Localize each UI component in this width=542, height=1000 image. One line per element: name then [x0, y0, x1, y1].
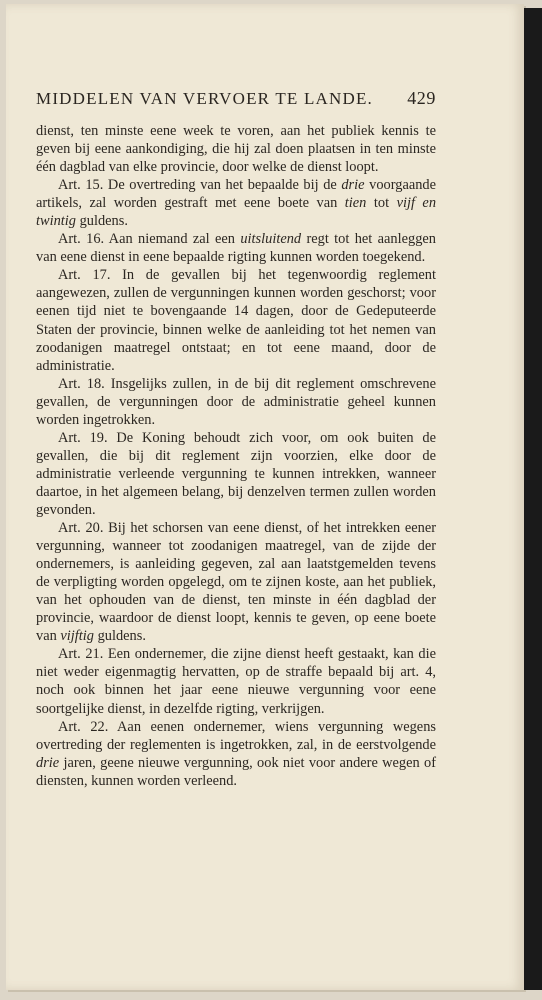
paragraph	[36, 718, 436, 790]
italic-run: uitsluitend	[240, 231, 302, 248]
text-run: Art. 22. Aan eenen ondernemer, wiens vergunning wegens overtreding der reglementen is ingetrokken, zal, in de eerstvolgende	[36, 718, 436, 753]
italic-run: drie	[341, 177, 365, 194]
paragraph	[36, 122, 436, 176]
page-number: 429	[407, 88, 436, 108]
running-header	[36, 88, 436, 109]
italic-run: vijf en twintig	[36, 195, 437, 230]
italic-run: tien	[344, 195, 367, 212]
text-run: Art. 16. Aan niemand zal een	[58, 231, 241, 248]
italic-run: vijftig	[60, 628, 94, 645]
page-body	[36, 122, 436, 790]
text-run: Art. 18. Insgelijks zullen, in de bij dit reglement omschrevene gevallen, de vergunningen door de administratie geheel kunnen worden ingetrokken.	[36, 375, 436, 428]
paragraph	[36, 230, 436, 266]
paragraph	[36, 375, 436, 429]
paragraph	[36, 176, 436, 230]
text-run: guldens.	[93, 628, 146, 645]
text-run: Art. 20. Bij het schorsen van eene dienst, of het intrekken eener vergunning, wanneer tot zoodanigen maatregel, van de zijde der ondernemers, is aanleiding gegeven, zal aan laatstgemelden tevens de verpligting worden opgelegd, om te zijnen koste, aan het publiek, van het ophouden van de dienst, ten minste in één dagblad der provincie, waardoor de dienst loopt, kennis te geven, op eene boete van	[36, 520, 436, 645]
scan-edge	[524, 8, 542, 990]
book-page	[6, 4, 524, 990]
text-run: voorgaande artikels, zal worden gestraft met eene boete van	[36, 177, 436, 212]
italic-run: drie	[36, 754, 60, 771]
paragraph	[36, 266, 436, 374]
paragraph	[36, 429, 436, 519]
text-run: Art. 17. In de gevallen bij het tegenwoordig reglement aangewezen, zullen de vergunningen kunnen worden geschorst; voor eenen tijd niet te bovengaande 14 dagen, door de Gedeputeerde Staten der provincie, binnen welke de aanleiding tot het nemen van zoodanigen maatregel ontstaat; en tot eene maand, door de administratie.	[36, 267, 436, 374]
text-run: Art. 19. De Koning behoudt zich voor, om ook buiten de gevallen, die bij dit reglement zijn voorzien, elke door de administratie verleende vergunning te kunnen intrekken, wanneer daartoe, in het algemeen belang, bij denzelven termen zullen worden gevonden.	[36, 429, 436, 518]
paragraph	[36, 645, 436, 717]
text-run: regt tot het aanleggen van eene dienst in eene bepaalde rigting kunnen worden toegekend.	[36, 231, 436, 266]
running-title: MIDDELEN VAN VERVOER TE LANDE.	[36, 89, 374, 108]
text-run: guldens.	[75, 213, 128, 230]
text-run: jaren, geene nieuwe vergunning, ook niet voor andere wegen of diensten, kunnen worden verleend.	[36, 754, 436, 789]
text-run: Art. 15. De overtreding van het bepaalde bij de	[58, 177, 342, 194]
paragraph	[36, 519, 436, 645]
text-run: tot	[366, 195, 397, 212]
text-run: Art. 21. Een ondernemer, die zijne dienst heeft gestaakt, kan die niet weder eigenmagtig hervatten, op de straffe bepaald bij art. 4, noch ook binnen het jaar eene nieuwe vergunning voor eene soortgelijke dienst, in dezelfde rigting, verkrijgen.	[36, 646, 436, 717]
text-run: dienst, ten minste eene week te voren, aan het publiek kennis te geven bij eene aankondiging, die hij zal doen plaatsen in ten minste één dagblad van elke provincie, door welke de dienst loopt.	[36, 123, 436, 176]
